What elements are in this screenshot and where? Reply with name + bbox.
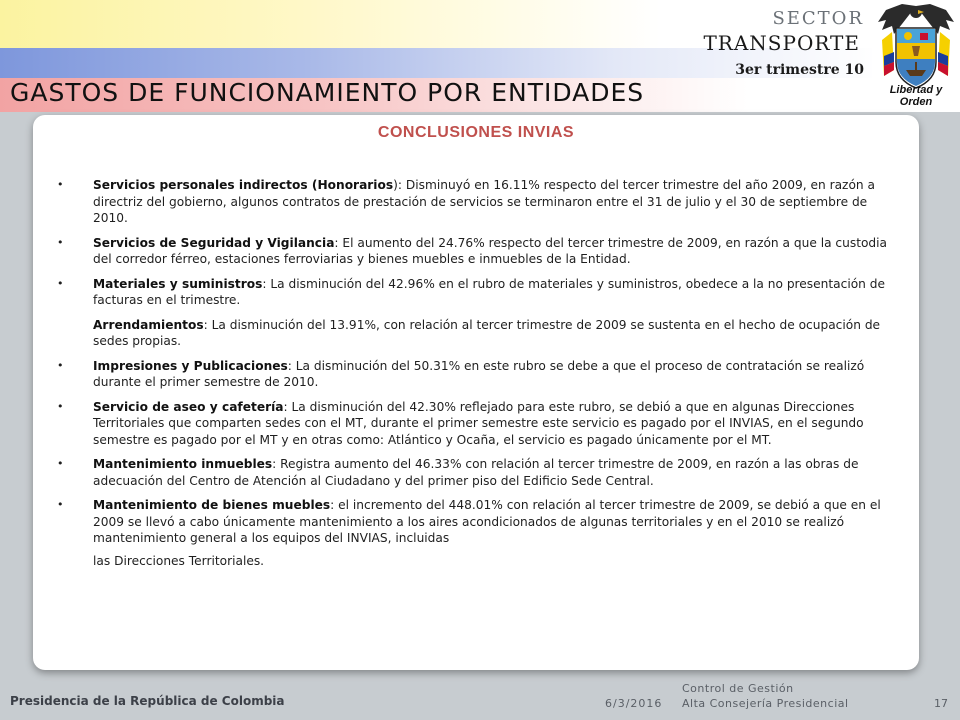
footer-date: 6/3/2016 [605, 697, 663, 710]
item-text: : Registra aumento del 46.33% con relación al tercer trimestre de 2009, en razón a las obras de adecuación del Centro de Atención al Ciudadano y del primer piso del Edificio Sede Central. [93, 457, 859, 488]
page-title: GASTOS DE FUNCIONAMIENTO POR ENTIDADES [10, 78, 645, 107]
list-item [57, 497, 897, 569]
card-title: CONCLUSIONES INVIAS [377, 124, 575, 141]
item-text: : La disminución del 13.91%, con relación al tercer trimestre de 2009 se sustenta en el hecho de ocupación de sedes propias. [93, 317, 881, 348]
conclusions-list [57, 177, 897, 577]
list-item [57, 358, 897, 391]
footer-control-gestion: Control de Gestión [682, 682, 794, 695]
bullet-icon: • [57, 358, 64, 372]
bullet-icon: • [57, 399, 64, 413]
item-label: Servicio de aseo y cafetería [93, 399, 284, 414]
item-text: : La disminución del 42.30% reflejado para este rubro, se debió a que en algunas Direcciones Territoriales que comparten sedes con el MT, durante el primer semestre este servicio es pagado por el INVIAS, en el segundo semestre es pagado por el MT y en otras como: Atlántico y Ocaña, el servicio es pagado únicamente por el MT. [93, 399, 864, 447]
item-label: Impresiones y Publicaciones [93, 358, 288, 373]
item-text: ): Disminuyó en 16.11% respecto del tercer trimestre del año 2009, en razón a directriz del gobierno, algunos contratos de prestación de servicios se terminaron entre el 31 de julio y el 30 de septiembre de 2010. [93, 178, 875, 225]
footer-consejeria: Alta Consejería Presidencial [682, 697, 849, 710]
list-item [57, 399, 897, 449]
transporte-label: TRANSPORTE [703, 31, 860, 55]
bullet-icon: • [57, 457, 64, 470]
item-label: Servicios de Seguridad y Vigilancia [93, 235, 335, 250]
list-item [57, 456, 897, 489]
item-text: : El aumento del 24.76% respecto del tercer trimestre de 2009, en razón a que la custodia del corredor férreo, estaciones ferroviarias y bienes muebles e inmuebles de la Entidad. [93, 235, 888, 266]
item-label: Arrendamientos [93, 317, 204, 332]
list-item [57, 317, 897, 350]
bullet-icon: • [57, 276, 64, 290]
item-label: Mantenimiento de bienes muebles [93, 498, 331, 512]
list-item [57, 235, 897, 268]
footer-page-number: 17 [934, 697, 948, 710]
item-label: Servicios personales indirectos (Honorarios [93, 178, 394, 192]
footer-organization: Presidencia de la República de Colombia [10, 694, 285, 708]
trimestre-label: 3er trimestre 10 [735, 62, 864, 78]
bullet-icon: • [57, 178, 64, 191]
sector-label: SECTOR [772, 8, 864, 29]
coat-of-arms-icon [872, 0, 960, 96]
conclusions-card [33, 115, 919, 670]
bullet-icon: • [57, 498, 64, 511]
item-text-continued: las Direcciones Territoriales. [93, 553, 265, 568]
item-label: Materiales y suministros [93, 276, 263, 291]
item-label: Mantenimiento inmuebles [93, 457, 273, 471]
list-item [57, 177, 897, 227]
list-item [57, 276, 897, 309]
colombia-coat-of-arms-logo [872, 0, 960, 112]
item-text: : el incremento del 448.01% con relación al tercer trimestre de 2009, se debió a que en el 2009 se llevó a cabo únicamente mantenimiento a los aires acondicionados de algunas territoriales y en el 2010 se realizó mantenimiento general a los equipos del INVIAS, incluidas [93, 498, 881, 545]
item-text: : La disminución del 50.31% en este rubro se debe a que el proceso de contratación se realizó durante el primer semestre de 2010. [93, 358, 865, 389]
crest-motto: Libertad y Orden [889, 84, 943, 108]
bullet-icon: • [57, 235, 64, 249]
item-text: : La disminución del 42.96% en el rubro de materiales y suministros, obedece a la no presentación de facturas en el trimestre. [93, 276, 885, 307]
